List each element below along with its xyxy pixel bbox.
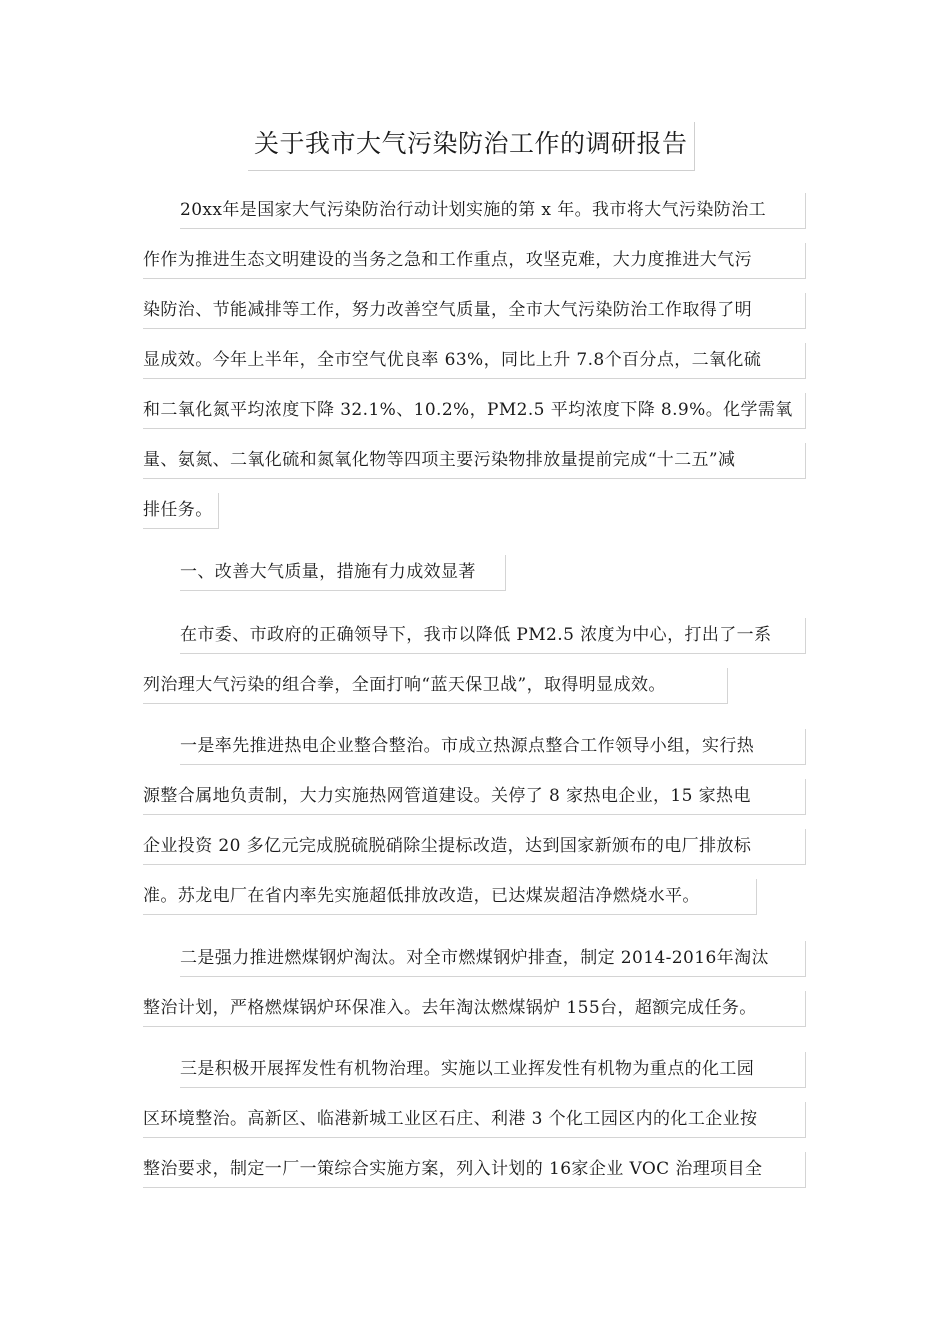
paragraph-3-line-3: 企业投资 20 多亿元完成脱硫脱硝除尘提标改造，达到国家新颁布的电厂排放标 <box>143 829 806 865</box>
paragraph-1-line-6: 量、氨氮、二氧化硫和氮氧化物等四项主要污染物排放量提前完成“十二五”减 <box>143 443 806 479</box>
section-heading-1: 一、改善大气质量，措施有力成效显著 <box>180 555 506 591</box>
paragraph-1-line-7: 排任务。 <box>143 493 219 529</box>
paragraph-3-line-4: 准。苏龙电厂在省内率先实施超低排放改造，已达煤炭超洁净燃烧水平。 <box>143 879 757 915</box>
document-title: 关于我市大气污染防治工作的调研报告 <box>248 122 695 171</box>
paragraph-1-line-3: 染防治、节能减排等工作，努力改善空气质量，全市大气污染防治工作取得了明 <box>143 293 806 329</box>
paragraph-5-line-2: 区环境整治。高新区、临港新城工业区石庄、利港 3 个化工园区内的化工企业按 <box>143 1102 806 1138</box>
paragraph-2-line-2: 列治理大气污染的组合拳，全面打响“蓝天保卫战”，取得明显成效。 <box>143 668 728 704</box>
paragraph-4-line-1: 二是强力推进燃煤钢炉淘汰。对全市燃煤钢炉排查，制定 2014-2016年淘汰 <box>180 941 806 977</box>
paragraph-1-line-5: 和二氧化氮平均浓度下降 32.1%、10.2%，PM2.5 平均浓度下降 8.9%。化学需氧 <box>143 393 806 429</box>
paragraph-2-line-1: 在市委、市政府的正确领导下，我市以降低 PM2.5 浓度为中心，打出了一系 <box>180 618 806 654</box>
paragraph-1-line-2: 作作为推进生态文明建设的当务之急和工作重点，攻坚克难，大力度推进大气污 <box>143 243 806 279</box>
paragraph-3-line-2: 源整合属地负责制，大力实施热网管道建设。关停了 8 家热电企业，15 家热电 <box>143 779 806 815</box>
paragraph-1-line-4: 显成效。今年上半年，全市空气优良率 63%，同比上升 7.8个百分点，二氧化硫 <box>143 343 806 379</box>
paragraph-5-line-1: 三是积极开展挥发性有机物治理。实施以工业挥发性有机物为重点的化工园 <box>180 1052 806 1088</box>
paragraph-5-line-3: 整治要求，制定一厂一策综合实施方案，列入计划的 16家企业 VOC 治理项目全 <box>143 1152 806 1188</box>
paragraph-4-line-2: 整治计划，严格燃煤锅炉环保准入。去年淘汰燃煤锅炉 155台，超额完成任务。 <box>143 991 806 1027</box>
paragraph-3-line-1: 一是率先推进热电企业整合整治。市成立热源点整合工作领导小组，实行热 <box>180 729 806 765</box>
paragraph-1-line-1: 20xx年是国家大气污染防治行动计划实施的第 x 年。我市将大气污染防治工 <box>180 193 806 229</box>
